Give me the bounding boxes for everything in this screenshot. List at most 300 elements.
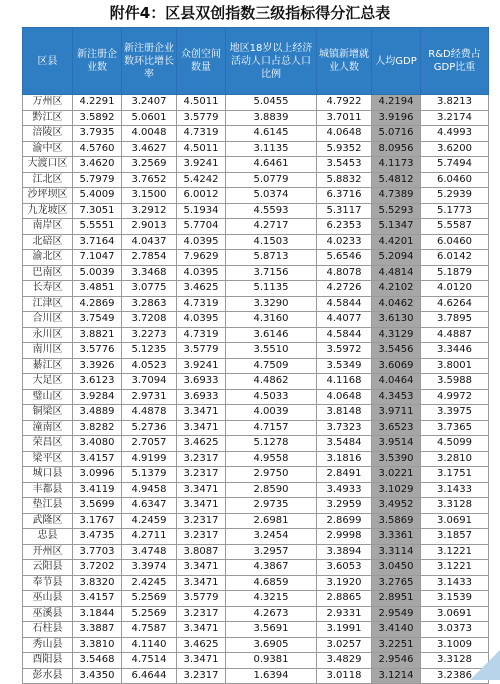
score-cell: 3.5468 — [73, 653, 122, 669]
score-cell: 3.4625 — [177, 637, 226, 653]
score-cell: 3.1029 — [372, 482, 421, 498]
score-cell: 3.5456 — [372, 343, 421, 359]
score-cell: 4.6264 — [421, 296, 489, 312]
table-row — [23, 467, 489, 483]
score-cell: 3.4080 — [73, 436, 122, 452]
district-cell: 丰都县 — [23, 482, 73, 498]
table-row — [23, 498, 489, 514]
table-row — [23, 544, 489, 560]
table-row — [23, 141, 489, 157]
table-row — [23, 622, 489, 638]
table-row — [23, 219, 489, 235]
score-cell: 3.4350 — [73, 668, 122, 684]
score-cell: 3.0373 — [421, 622, 489, 638]
district-cell: 永川区 — [23, 327, 73, 343]
score-cell: 5.1135 — [226, 281, 317, 297]
score-cell: 3.6523 — [372, 420, 421, 436]
score-cell: 2.9750 — [226, 467, 317, 483]
district-cell: 北碚区 — [23, 234, 73, 250]
score-cell: 4.6145 — [226, 126, 317, 142]
score-cell: 4.0395 — [177, 312, 226, 328]
score-cell: 4.8078 — [317, 265, 372, 281]
score-cell: 3.2251 — [372, 637, 421, 653]
score-cell: 3.1433 — [421, 482, 489, 498]
score-cell: 2.4245 — [122, 575, 177, 591]
score-cell: 6.0142 — [421, 250, 489, 266]
score-cell: 3.9196 — [372, 110, 421, 126]
score-cell: 3.2912 — [122, 203, 177, 219]
score-cell: 3.6905 — [226, 637, 317, 653]
score-cell: 3.0450 — [372, 560, 421, 576]
score-cell: 3.3894 — [317, 544, 372, 560]
score-cell: 4.4201 — [372, 234, 421, 250]
score-cell: 4.7319 — [177, 126, 226, 142]
score-cell: 3.7652 — [122, 172, 177, 188]
score-cell: 3.9514 — [372, 436, 421, 452]
column-header: 人均GDP — [372, 28, 421, 95]
district-cell: 合川区 — [23, 312, 73, 328]
score-cell: 3.9711 — [372, 405, 421, 421]
score-cell: 3.1991 — [317, 622, 372, 638]
score-cell: 3.8320 — [73, 575, 122, 591]
column-header: 众创空间数量 — [177, 28, 226, 95]
score-cell: 4.1140 — [122, 637, 177, 653]
column-header: 区县 — [23, 28, 73, 95]
score-cell: 3.1844 — [73, 606, 122, 622]
score-cell: 4.0648 — [317, 126, 372, 142]
page-curl-decoration — [470, 650, 500, 680]
score-cell: 5.8832 — [317, 172, 372, 188]
score-cell: 3.1009 — [421, 637, 489, 653]
score-cell: 4.0395 — [177, 234, 226, 250]
score-cell: 2.7057 — [122, 436, 177, 452]
district-cell: 垫江县 — [23, 498, 73, 514]
score-cell: 4.2711 — [122, 529, 177, 545]
table-row — [23, 126, 489, 142]
score-cell: 3.2569 — [122, 157, 177, 173]
score-cell: 3.3810 — [73, 637, 122, 653]
score-cell: 5.2939 — [421, 188, 489, 204]
table-row — [23, 405, 489, 421]
score-cell: 5.0374 — [226, 188, 317, 204]
score-cell: 3.6146 — [226, 327, 317, 343]
score-cell: 3.5484 — [317, 436, 372, 452]
score-cell: 4.7319 — [177, 296, 226, 312]
district-cell: 潼南区 — [23, 420, 73, 436]
score-cell: 3.2317 — [177, 467, 226, 483]
score-cell: 3.7323 — [317, 420, 372, 436]
score-cell: 5.5551 — [73, 219, 122, 235]
score-cell: 5.0455 — [226, 95, 317, 111]
score-cell: 4.3453 — [372, 389, 421, 405]
score-cell: 3.5779 — [177, 343, 226, 359]
score-cell: 3.2407 — [122, 95, 177, 111]
score-cell: 4.4993 — [421, 126, 489, 142]
score-cell: 5.1347 — [372, 219, 421, 235]
score-cell: 3.3471 — [177, 498, 226, 514]
district-cell: 江津区 — [23, 296, 73, 312]
score-cell: 3.7011 — [317, 110, 372, 126]
table-row — [23, 575, 489, 591]
score-cell: 3.1221 — [421, 560, 489, 576]
score-cell: 3.3471 — [177, 560, 226, 576]
district-cell: 渝中区 — [23, 141, 73, 157]
score-cell: 3.7549 — [73, 312, 122, 328]
score-cell: 4.2102 — [372, 281, 421, 297]
score-cell: 3.0996 — [73, 467, 122, 483]
score-cell: 5.0039 — [73, 265, 122, 281]
district-cell: 荣昌区 — [23, 436, 73, 452]
score-cell: 6.0460 — [421, 234, 489, 250]
score-cell: 3.3471 — [177, 405, 226, 421]
table-row — [23, 250, 489, 266]
score-cell: 3.9241 — [177, 157, 226, 173]
score-cell: 3.4851 — [73, 281, 122, 297]
table-row — [23, 358, 489, 374]
score-cell: 5.2569 — [122, 591, 177, 607]
score-cell: 3.7202 — [73, 560, 122, 576]
score-cell: 3.7094 — [122, 374, 177, 390]
table-row — [23, 668, 489, 684]
score-cell: 3.6933 — [177, 374, 226, 390]
score-cell: 3.2317 — [177, 529, 226, 545]
score-cell: 5.1379 — [122, 467, 177, 483]
column-header: 地区18岁以上经济活动人口占总人口比例 — [226, 28, 317, 95]
score-cell: 7.3051 — [73, 203, 122, 219]
score-cell: 3.4933 — [317, 482, 372, 498]
score-cell: 5.1934 — [177, 203, 226, 219]
score-cell: 3.3926 — [73, 358, 122, 374]
score-cell: 3.4157 — [73, 591, 122, 607]
score-cell: 5.0601 — [122, 110, 177, 126]
district-cell: 南川区 — [23, 343, 73, 359]
score-cell: 4.2673 — [226, 606, 317, 622]
score-cell: 2.7854 — [122, 250, 177, 266]
score-cell: 3.2317 — [177, 451, 226, 467]
score-cell: 5.6546 — [317, 250, 372, 266]
score-cell: 4.2717 — [226, 219, 317, 235]
score-cell: 2.9546 — [372, 653, 421, 669]
score-cell: 3.1767 — [73, 513, 122, 529]
district-cell: 武隆区 — [23, 513, 73, 529]
table-row — [23, 95, 489, 111]
score-cell: 3.1920 — [317, 575, 372, 591]
score-cell: 5.7494 — [421, 157, 489, 173]
score-cell: 3.1221 — [421, 544, 489, 560]
score-cell: 4.6859 — [226, 575, 317, 591]
score-cell: 3.3975 — [421, 405, 489, 421]
score-cell: 5.5587 — [421, 219, 489, 235]
score-cell: 3.5349 — [317, 358, 372, 374]
table-row — [23, 451, 489, 467]
score-cell: 3.8148 — [317, 405, 372, 421]
score-cell: 3.7895 — [421, 312, 489, 328]
score-cell: 4.5011 — [177, 141, 226, 157]
score-cell: 4.5011 — [177, 95, 226, 111]
table-row — [23, 234, 489, 250]
score-cell: 4.7389 — [372, 188, 421, 204]
score-cell: 4.0648 — [317, 389, 372, 405]
score-cell: 5.9352 — [317, 141, 372, 157]
score-cell: 3.3446 — [421, 343, 489, 359]
score-cell: 4.6461 — [226, 157, 317, 173]
score-cell: 3.3128 — [421, 653, 489, 669]
score-cell: 3.5699 — [73, 498, 122, 514]
score-cell: 4.5760 — [73, 141, 122, 157]
score-cell: 8.0956 — [372, 141, 421, 157]
score-cell: 3.7365 — [421, 420, 489, 436]
score-cell: 6.3716 — [317, 188, 372, 204]
score-cell: 3.8839 — [226, 110, 317, 126]
score-cell: 3.5776 — [73, 343, 122, 359]
score-cell: 3.1433 — [421, 575, 489, 591]
score-cell: 3.3471 — [177, 420, 226, 436]
score-cell: 2.8590 — [226, 482, 317, 498]
score-cell: 3.1500 — [122, 188, 177, 204]
score-cell: 4.0464 — [372, 374, 421, 390]
district-cell: 城口县 — [23, 467, 73, 483]
score-cell: 4.1503 — [226, 234, 317, 250]
score-cell: 3.5510 — [226, 343, 317, 359]
score-cell: 3.1539 — [421, 591, 489, 607]
score-cell: 4.0048 — [122, 126, 177, 142]
score-cell: 2.8699 — [317, 513, 372, 529]
score-cell: 2.8491 — [317, 467, 372, 483]
score-cell: 4.2869 — [73, 296, 122, 312]
score-cell: 4.0523 — [122, 358, 177, 374]
score-cell: 5.7979 — [73, 172, 122, 188]
score-cell: 3.2765 — [372, 575, 421, 591]
score-cell: 3.2957 — [226, 544, 317, 560]
score-cell: 4.7157 — [226, 420, 317, 436]
score-cell: 2.9998 — [317, 529, 372, 545]
score-cell: 4.5593 — [226, 203, 317, 219]
score-cell: 3.8087 — [177, 544, 226, 560]
score-cell: 4.5844 — [317, 296, 372, 312]
score-cell: 4.5099 — [421, 436, 489, 452]
score-cell: 4.4814 — [372, 265, 421, 281]
score-cell: 4.0039 — [226, 405, 317, 421]
score-cell: 3.5892 — [73, 110, 122, 126]
score-cell: 3.6130 — [372, 312, 421, 328]
score-cell: 4.7319 — [177, 327, 226, 343]
score-cell: 4.3867 — [226, 560, 317, 576]
district-cell: 黔江区 — [23, 110, 73, 126]
score-cell: 3.6123 — [73, 374, 122, 390]
score-cell: 3.2386 — [421, 668, 489, 684]
score-cell: 4.2726 — [317, 281, 372, 297]
score-cell: 3.2174 — [421, 110, 489, 126]
score-cell: 4.7587 — [122, 622, 177, 638]
score-cell: 3.1816 — [317, 451, 372, 467]
score-cell: 3.2317 — [177, 513, 226, 529]
score-cell: 5.2736 — [122, 420, 177, 436]
score-cell: 3.1751 — [421, 467, 489, 483]
score-cell: 3.5972 — [317, 343, 372, 359]
score-cell: 3.6069 — [372, 358, 421, 374]
score-cell: 3.2810 — [421, 451, 489, 467]
score-cell: 5.3117 — [317, 203, 372, 219]
score-cell: 3.8001 — [421, 358, 489, 374]
score-cell: 3.7208 — [122, 312, 177, 328]
score-cell: 4.3129 — [372, 327, 421, 343]
score-cell: 3.4735 — [73, 529, 122, 545]
district-cell: 酉阳县 — [23, 653, 73, 669]
district-cell: 江北区 — [23, 172, 73, 188]
district-cell: 璧山区 — [23, 389, 73, 405]
score-cell: 3.3471 — [177, 482, 226, 498]
table-row — [23, 591, 489, 607]
district-cell: 渝北区 — [23, 250, 73, 266]
score-cell: 3.3361 — [372, 529, 421, 545]
score-cell: 5.1879 — [421, 265, 489, 281]
score-cell: 3.5988 — [421, 374, 489, 390]
score-cell: 3.1135 — [226, 141, 317, 157]
score-cell: 3.4625 — [177, 436, 226, 452]
score-cell: 3.4140 — [372, 622, 421, 638]
score-cell: 3.3468 — [122, 265, 177, 281]
score-cell: 2.9735 — [226, 498, 317, 514]
score-cell: 3.4748 — [122, 544, 177, 560]
score-cell: 3.7164 — [73, 234, 122, 250]
table-body — [23, 95, 489, 684]
score-cell: 2.9549 — [372, 606, 421, 622]
score-cell: 3.3290 — [226, 296, 317, 312]
score-cell: 3.3114 — [372, 544, 421, 560]
score-cell: 3.3887 — [73, 622, 122, 638]
table-row — [23, 513, 489, 529]
score-cell: 3.5453 — [317, 157, 372, 173]
score-cell: 3.5869 — [372, 513, 421, 529]
district-cell: 大足区 — [23, 374, 73, 390]
score-cell: 4.1168 — [317, 374, 372, 390]
score-cell: 3.7703 — [73, 544, 122, 560]
score-cell: 3.9284 — [73, 389, 122, 405]
table-row — [23, 529, 489, 545]
score-cell: 1.6394 — [226, 668, 317, 684]
score-cell: 2.9731 — [122, 389, 177, 405]
score-cell: 2.9013 — [122, 219, 177, 235]
score-cell: 4.3215 — [226, 591, 317, 607]
score-cell: 3.8821 — [73, 327, 122, 343]
column-header: 新注册企业数环比增长率 — [122, 28, 177, 95]
score-cell: 2.8865 — [317, 591, 372, 607]
district-cell: 九龙坡区 — [23, 203, 73, 219]
score-cell: 0.9381 — [226, 653, 317, 669]
score-cell: 4.0233 — [317, 234, 372, 250]
score-cell: 3.4157 — [73, 451, 122, 467]
score-cell: 4.6347 — [122, 498, 177, 514]
score-cell: 3.2454 — [226, 529, 317, 545]
score-cell: 5.4242 — [177, 172, 226, 188]
score-cell: 3.2959 — [317, 498, 372, 514]
score-cell: 4.3160 — [226, 312, 317, 328]
score-cell: 2.8951 — [372, 591, 421, 607]
table-header — [23, 28, 489, 95]
table-row — [23, 327, 489, 343]
score-cell: 5.7704 — [177, 219, 226, 235]
score-cell: 4.7514 — [122, 653, 177, 669]
score-cell: 3.9241 — [177, 358, 226, 374]
district-cell: 开州区 — [23, 544, 73, 560]
table-row — [23, 188, 489, 204]
table-row — [23, 637, 489, 653]
score-cell: 3.0221 — [372, 467, 421, 483]
score-cell: 4.9458 — [122, 482, 177, 498]
district-cell: 石柱县 — [23, 622, 73, 638]
score-cell: 3.3471 — [177, 653, 226, 669]
score-cell: 3.6053 — [317, 560, 372, 576]
score-cell: 5.5293 — [372, 203, 421, 219]
score-cell: 4.0395 — [177, 265, 226, 281]
score-cell: 3.7935 — [73, 126, 122, 142]
score-cell: 6.2353 — [317, 219, 372, 235]
table-row — [23, 389, 489, 405]
score-cell: 3.3471 — [177, 575, 226, 591]
score-cell: 3.0118 — [317, 668, 372, 684]
table-row — [23, 172, 489, 188]
district-cell: 大渡口区 — [23, 157, 73, 173]
score-cell: 4.4878 — [122, 405, 177, 421]
table-row — [23, 296, 489, 312]
table-row — [23, 203, 489, 219]
score-cell: 4.0437 — [122, 234, 177, 250]
district-cell: 巫山县 — [23, 591, 73, 607]
district-cell: 铜梁区 — [23, 405, 73, 421]
score-cell: 7.1047 — [73, 250, 122, 266]
score-cell: 5.1278 — [226, 436, 317, 452]
table-row — [23, 653, 489, 669]
score-cell: 4.0120 — [421, 281, 489, 297]
table-row — [23, 265, 489, 281]
score-cell: 3.4625 — [177, 281, 226, 297]
score-cell: 4.4887 — [421, 327, 489, 343]
score-cell: 7.9629 — [177, 250, 226, 266]
table-row — [23, 312, 489, 328]
score-cell: 3.8213 — [421, 95, 489, 111]
score-cell: 3.4889 — [73, 405, 122, 421]
score-cell: 5.1773 — [421, 203, 489, 219]
column-header: R&D经费占GDP比重 — [421, 28, 489, 95]
score-cell: 3.4829 — [317, 653, 372, 669]
score-cell: 3.4627 — [122, 141, 177, 157]
score-cell: 4.5033 — [226, 389, 317, 405]
score-table — [22, 27, 489, 684]
score-cell: 5.0716 — [372, 126, 421, 142]
table-row — [23, 420, 489, 436]
table-row — [23, 436, 489, 452]
score-cell: 3.4620 — [73, 157, 122, 173]
district-cell: 奉节县 — [23, 575, 73, 591]
district-cell: 忠县 — [23, 529, 73, 545]
score-cell: 4.2194 — [372, 95, 421, 111]
header-row — [23, 28, 489, 95]
score-cell: 4.4077 — [317, 312, 372, 328]
score-cell: 3.2317 — [177, 606, 226, 622]
score-cell: 3.3471 — [177, 622, 226, 638]
score-cell: 3.1857 — [421, 529, 489, 545]
table-row — [23, 281, 489, 297]
score-cell: 4.0462 — [372, 296, 421, 312]
score-cell: 5.0779 — [226, 172, 317, 188]
score-cell: 3.0257 — [317, 637, 372, 653]
table-row — [23, 343, 489, 359]
score-cell: 3.5779 — [177, 110, 226, 126]
district-cell: 万州区 — [23, 95, 73, 111]
score-cell: 4.2291 — [73, 95, 122, 111]
district-cell: 长寿区 — [23, 281, 73, 297]
score-cell: 6.0012 — [177, 188, 226, 204]
